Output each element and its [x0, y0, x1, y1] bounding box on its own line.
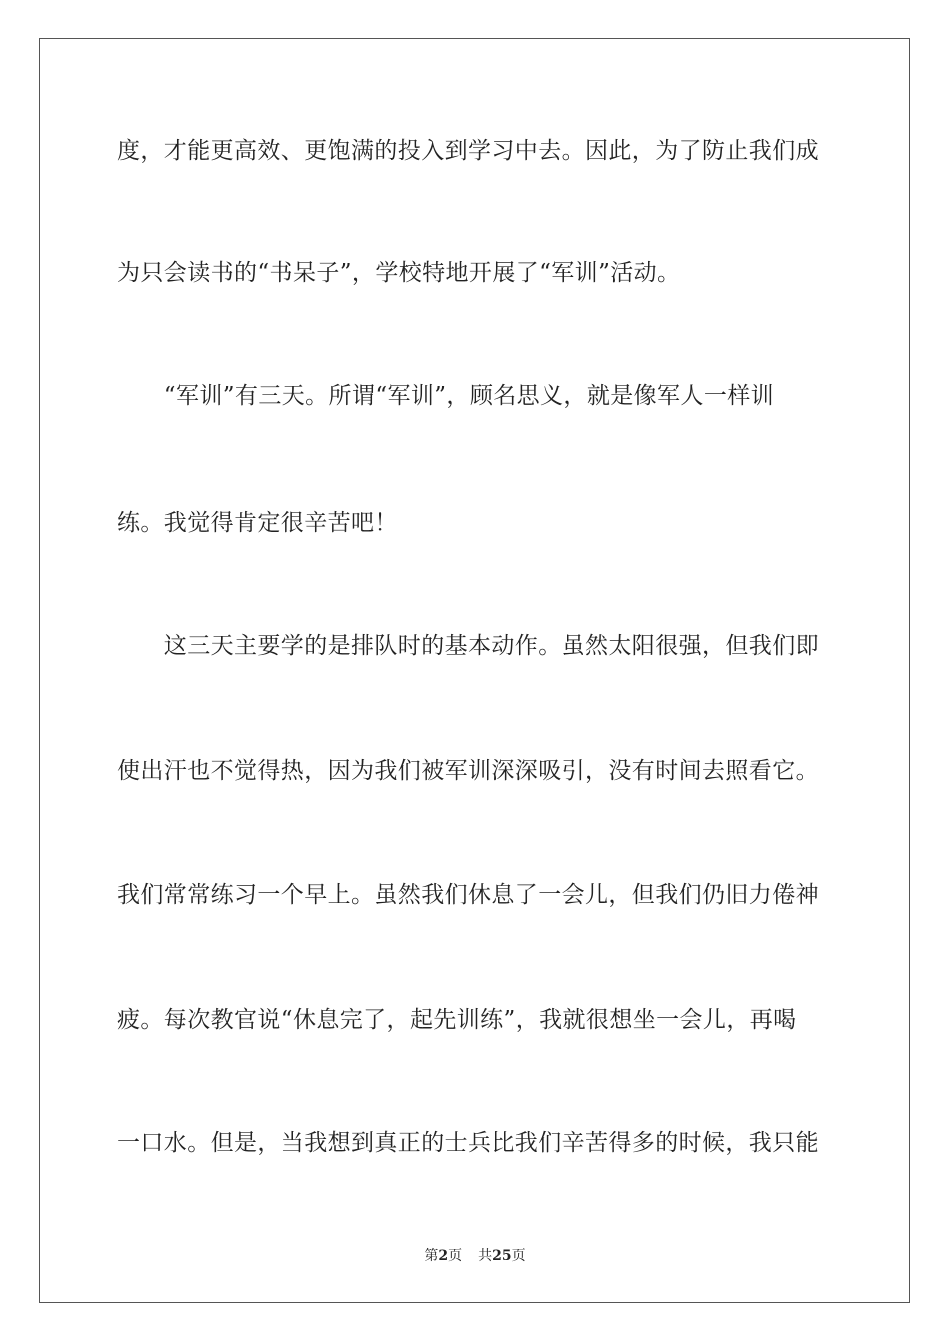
text-line-8: 疲。每次教官说“休息完了，起先训练”，我就很想坐一会儿，再喝	[117, 1007, 797, 1033]
page-suffix: 页	[448, 1248, 463, 1264]
text-line-9: 一口水。但是，当我想到真正的士兵比我们辛苦得多的时候，我只能	[117, 1130, 819, 1156]
text-line-7: 我们常常练习一个早上。虽然我们休息了一会儿，但我们仍旧力倦神	[117, 882, 819, 908]
total-pages: 25	[492, 1248, 512, 1264]
text-line-3: “军训”有三天。所谓“军训”，顾名思义，就是像军人一样训	[117, 383, 775, 409]
text-line-2: 为只会读书的“书呆子”，学校特地开展了“军训”活动。	[117, 260, 681, 286]
text-line-6: 使出汗也不觉得热，因为我们被军训深深吸引，没有时间去照看它。	[117, 758, 819, 784]
page-prefix: 第	[424, 1248, 439, 1264]
total-suffix: 页	[511, 1248, 526, 1264]
page-number: 2	[438, 1248, 449, 1264]
text-line-4: 练。我觉得肯定很辛苦吧！	[117, 510, 398, 536]
page-border	[39, 38, 910, 1303]
text-line-5: 这三天主要学的是排队时的基本动作。虽然太阳很强，但我们即	[117, 633, 819, 659]
text-line-1: 度，才能更高效、更饱满的投入到学习中去。因此，为了防止我们成	[117, 138, 819, 164]
page-footer	[0, 1246, 950, 1266]
total-prefix: 共	[478, 1248, 493, 1264]
